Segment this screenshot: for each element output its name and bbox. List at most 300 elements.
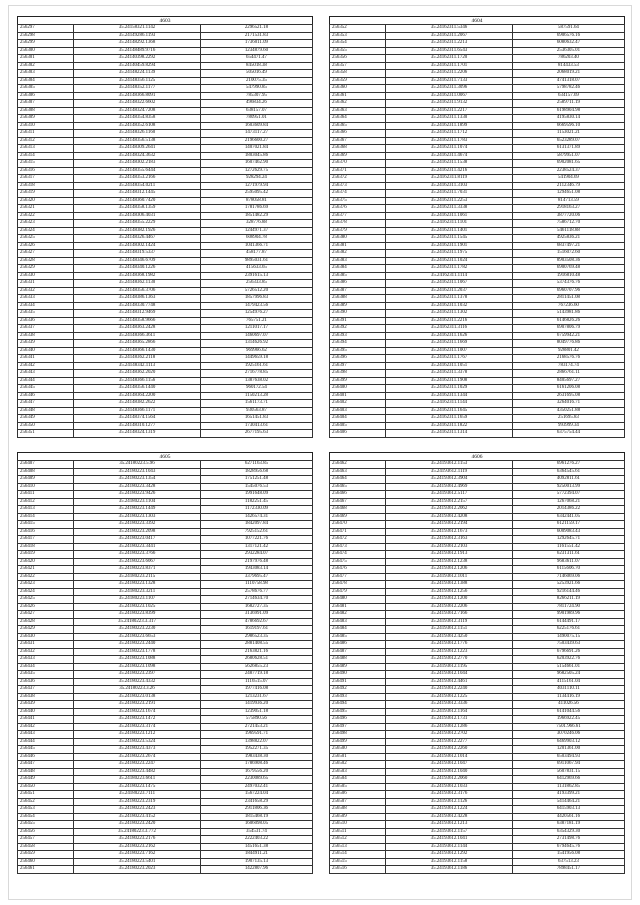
value-cell: 5414464.21 — [512, 798, 624, 806]
table-row — [330, 332, 625, 340]
value-cell: 2731498.76 — [512, 836, 624, 844]
value-cell: 6961276.27 — [512, 461, 624, 469]
value-cell: 6906576.16 — [512, 32, 624, 40]
table-row — [18, 190, 313, 198]
value-cell: 8405697.27 — [512, 377, 624, 385]
coordinate-cell: 35.24162311.1007 — [386, 347, 513, 355]
row-id-cell: 256395 — [330, 347, 386, 355]
row-id-cell: 256353 — [330, 32, 386, 40]
coordinate-cell: 35.24148362.2118 — [74, 355, 201, 363]
row-id-cell: 256455 — [18, 821, 74, 829]
coordinate-cell: 35.24193612.1151 — [386, 626, 513, 634]
row-id-cell: 256474 — [330, 551, 386, 559]
table-row — [330, 77, 625, 85]
row-id-cell: 256441 — [18, 716, 74, 724]
value-cell: 575890.56 — [200, 716, 312, 724]
table-row — [18, 663, 313, 671]
row-id-cell: 256330 — [18, 272, 74, 280]
coordinate-cell: 35.24193612.5117 — [386, 491, 513, 499]
row-id-cell: 256341 — [18, 355, 74, 363]
table-row — [330, 738, 625, 746]
row-id-cell: 256472 — [330, 536, 386, 544]
table-row — [330, 422, 625, 430]
table-row — [330, 220, 625, 228]
value-cell: 1317121.42 — [200, 543, 312, 551]
coordinate-cell: 35.24148324.7208 — [74, 107, 201, 115]
row-id-cell: 256377 — [330, 212, 386, 220]
table-row — [330, 310, 625, 318]
value-cell: 1407021.84 — [200, 145, 312, 153]
table-row — [18, 641, 313, 649]
row-id-cell: 256501 — [330, 753, 386, 761]
coordinate-cell: 35.24180223.1088 — [74, 656, 201, 664]
value-cell: 5154661.01 — [512, 663, 624, 671]
coordinate-cell: 35.24148346.6709 — [74, 257, 201, 265]
coordinate-cell: 35.24193612.1126 — [386, 798, 513, 806]
table-row — [330, 190, 625, 198]
coordinate-cell: 35.24193612.3904 — [386, 476, 513, 484]
value-cell: 1851482.29 — [200, 212, 312, 220]
table-row — [330, 708, 625, 716]
table-row — [330, 798, 625, 806]
table-row — [18, 573, 313, 581]
row-id-cell: 256398 — [330, 370, 386, 378]
row-id-cell: 256445 — [18, 746, 74, 754]
value-cell: 1153021.21 — [512, 130, 624, 138]
row-id-cell: 256381 — [330, 242, 386, 250]
row-id-cell: 256508 — [330, 806, 386, 814]
table-row — [330, 55, 625, 63]
row-id-cell: 256426 — [18, 603, 74, 611]
coordinate-cell: 35.24162311.2067 — [386, 32, 513, 40]
value-cell: 2811451.08 — [512, 295, 624, 303]
row-id-cell: 256412 — [18, 498, 74, 506]
row-id-cell: 256443 — [18, 731, 74, 739]
value-cell: 1977416.08 — [200, 686, 312, 694]
row-id-cell: 256420 — [18, 558, 74, 566]
row-id-cell: 256366 — [330, 130, 386, 138]
coordinate-cell: 35.24148326.4467 — [74, 235, 201, 243]
coordinate-cell: 35.24193612.1223 — [386, 648, 513, 656]
coordinate-cell: 35.24193612.1292 — [386, 851, 513, 859]
value-cell: 4925836.21 — [512, 235, 624, 243]
coordinate-cell: 35.24162311.1074 — [386, 145, 513, 153]
coordinate-cell: 35.24148356.1440 — [74, 385, 201, 393]
value-cell: 634157.69 — [512, 92, 624, 100]
table-row — [18, 866, 313, 874]
row-id-cell: 256509 — [330, 813, 386, 821]
row-id-cell: 256491 — [330, 678, 386, 686]
coordinate-cell: 35.24180223.5401 — [74, 858, 201, 866]
table-row — [18, 175, 313, 183]
value-cell: 2918163.27 — [512, 205, 624, 213]
value-cell: 2163821.16 — [200, 648, 312, 656]
table-row — [18, 528, 313, 536]
row-id-cell: 256417 — [18, 536, 74, 544]
coordinate-cell: 35.24148368.1982 — [74, 272, 201, 280]
table-row — [18, 813, 313, 821]
row-id-cell: 256402 — [330, 400, 386, 408]
value-cell: 1781786.69 — [200, 205, 312, 213]
row-id-cell: 256347 — [18, 400, 74, 408]
coordinate-cell: 35.24193612.1206 — [386, 566, 513, 574]
coordinate-cell: 35.24148302.2183 — [74, 160, 201, 168]
table-row — [18, 491, 313, 499]
coordinate-cell: 35.24193612.2240 — [386, 686, 513, 694]
value-cell: 8903508.36 — [512, 257, 624, 265]
coordinate-cell: 35.24148319.5337 — [74, 250, 201, 258]
value-cell: 814433.53 — [512, 62, 624, 70]
coordinate-cell: 35.24180223.1107 — [74, 596, 201, 604]
coordinate-cell: 35.24180223.1303 — [74, 513, 201, 521]
coordinate-cell: 35.24162311.1645 — [386, 407, 513, 415]
value-cell: 6203922.76 — [512, 656, 624, 664]
row-id-cell: 256512 — [330, 836, 386, 844]
coordinate-cell: 35.24193612.1776 — [386, 641, 513, 649]
table-row — [330, 325, 625, 333]
table-row — [18, 656, 313, 664]
table-row — [330, 678, 625, 686]
value-cell: 4420561.16 — [512, 813, 624, 821]
value-cell: 5798782.46 — [512, 85, 624, 93]
table-row — [330, 783, 625, 791]
value-cell: 1969591.71 — [200, 731, 312, 739]
row-id-cell: 256470 — [330, 521, 386, 529]
table-row — [330, 167, 625, 175]
table-row — [18, 686, 313, 694]
table-row — [18, 506, 313, 514]
row-id-cell: 256369 — [330, 152, 386, 160]
coordinate-cell: 35.24193612.1157 — [386, 828, 513, 836]
coordinate-cell: 35.24148342.1113 — [74, 362, 201, 370]
table-row — [330, 40, 625, 48]
table-row — [18, 671, 313, 679]
block-header: 4603 — [17, 16, 313, 24]
table-row — [18, 385, 313, 393]
row-id-cell: 256352 — [330, 25, 386, 33]
coordinate-cell: 35.24148355.6444 — [74, 167, 201, 175]
table-row — [18, 746, 313, 754]
value-cell: 1267068.21 — [512, 498, 624, 506]
table-row — [18, 753, 313, 761]
value-cell: 1419936.20 — [200, 701, 312, 709]
table-row — [330, 723, 625, 731]
coordinate-cell: 35.24193612.1388 — [386, 581, 513, 589]
table-row — [330, 377, 625, 385]
table-row — [18, 633, 313, 641]
table-row — [330, 47, 625, 55]
coordinate-cell: 35.24180223.2440 — [74, 641, 201, 649]
row-id-cell: 256416 — [18, 528, 74, 536]
row-id-cell: 256391 — [330, 317, 386, 325]
table-row — [330, 536, 625, 544]
row-id-cell: 256386 — [330, 280, 386, 288]
value-cell: 2487719.18 — [200, 671, 312, 679]
coordinate-cell: 35.24162311.1908 — [386, 377, 513, 385]
coordinate-cell: 35.24193612.1144 — [386, 843, 513, 851]
coordinate-cell: 35.24193612.2260 — [386, 746, 513, 754]
coordinate-cell: 35.24162311.0067 — [386, 92, 513, 100]
value-cell: 6198904.98 — [512, 107, 624, 115]
row-id-cell: 256370 — [330, 160, 386, 168]
value-cell: 1651451.83 — [200, 415, 312, 423]
table-row — [18, 332, 313, 340]
row-id-cell: 256327 — [18, 250, 74, 258]
coordinate-cell: 35.24193612.1047 — [386, 761, 513, 769]
value-cell: 505016.49 — [200, 70, 312, 78]
row-id-cell: 256444 — [18, 738, 74, 746]
row-id-cell: 256449 — [18, 776, 74, 784]
coordinate-cell: 35.24193612.1014 — [386, 753, 513, 761]
value-cell: 928294.24 — [200, 175, 312, 183]
value-cell: 6121159.17 — [512, 521, 624, 529]
value-cell: 1131862.85 — [512, 783, 624, 791]
row-id-cell: 256396 — [330, 355, 386, 363]
coordinate-cell: 35.24193612.3119 — [386, 618, 513, 626]
row-id-cell: 256502 — [330, 761, 386, 769]
coordinate-cell: 35.24162311.2253 — [386, 197, 513, 205]
coordinate-cell: 35.24162311.3103 — [386, 182, 513, 190]
row-id-cell: 256428 — [18, 618, 74, 626]
coordinate-cell: 35.24180223.3392 — [74, 521, 201, 529]
table-row — [18, 25, 313, 33]
coordinate-cell: 35.24180223.1328 — [74, 581, 201, 589]
row-id-cell: 256372 — [330, 175, 386, 183]
row-id-cell: 256492 — [330, 686, 386, 694]
row-id-cell: 256338 — [18, 332, 74, 340]
coordinate-cell: 35.24162311.1061 — [386, 212, 513, 220]
coordinate-cell: 35.24148340.1226 — [74, 265, 201, 273]
value-cell: 3264016.71 — [512, 400, 624, 408]
value-cell: 1398822.07 — [200, 738, 312, 746]
value-cell: 767236.60 — [512, 302, 624, 310]
row-id-cell: 256399 — [330, 377, 386, 385]
table-row — [330, 250, 625, 258]
table-row — [330, 92, 625, 100]
table-row — [330, 858, 625, 866]
row-id-cell: 256456 — [18, 828, 74, 836]
row-id-cell: 256337 — [18, 325, 74, 333]
row-id-cell: 256379 — [330, 227, 386, 235]
table-row — [330, 461, 625, 469]
coordinate-cell: 35.24180223.2319 — [74, 798, 201, 806]
value-cell: 1239051.18 — [200, 708, 312, 716]
table-row — [18, 377, 313, 385]
coordinate-cell: 35.24180223.3174 — [74, 723, 201, 731]
value-cell: 1451651.38 — [200, 843, 312, 851]
value-cell: 354531.74 — [200, 828, 312, 836]
table-row — [330, 483, 625, 491]
value-cell: 1561173.71 — [200, 400, 312, 408]
coordinate-cell: 35.24162311.4674 — [386, 152, 513, 160]
table-row — [18, 430, 313, 438]
value-cell: 256333.85 — [200, 280, 312, 288]
row-id-cell: 256429 — [18, 626, 74, 634]
table-row — [18, 220, 313, 228]
table-row — [330, 573, 625, 581]
table-row — [330, 385, 625, 393]
table-row — [330, 115, 625, 123]
table-row — [18, 47, 313, 55]
table-row — [18, 212, 313, 220]
coordinate-cell: 35.24180223.2023 — [74, 866, 201, 874]
coordinate-cell: 35.24148356.3706 — [74, 287, 201, 295]
coordinate-cell: 35.24193612.1195 — [386, 663, 513, 671]
coordinate-cell: 35.24180223.4482 — [74, 768, 201, 776]
table-row — [330, 415, 625, 423]
table-block-4604 — [329, 16, 625, 438]
coordinate-cell: 35.24180223.2420 — [74, 821, 201, 829]
table-row — [330, 340, 625, 348]
value-cell: 1952271.35 — [200, 746, 312, 754]
value-cell: 6161206.08 — [512, 385, 624, 393]
value-cell: 1211017.17 — [200, 325, 312, 333]
row-id-cell: 256507 — [330, 798, 386, 806]
value-cell: 1925161.61 — [200, 362, 312, 370]
row-id-cell: 256388 — [330, 295, 386, 303]
row-id-cell: 256488 — [330, 656, 386, 664]
value-cell: 608904.78 — [200, 235, 312, 243]
coordinate-cell: 35.24180223.7162 — [74, 851, 201, 859]
coordinate-cell: 35.24193612.2194 — [386, 521, 513, 529]
value-cell: 2068019.21 — [512, 70, 624, 78]
value-cell: 637513.23 — [512, 858, 624, 866]
row-id-cell: 256378 — [330, 220, 386, 228]
coordinate-cell: 35.24193612.2702 — [386, 731, 513, 739]
value-cell: 1619197.61 — [200, 626, 312, 634]
coordinate-cell: 35.24148489.9716 — [74, 47, 201, 55]
row-id-cell: 256348 — [18, 407, 74, 415]
table-row — [330, 543, 625, 551]
coordinate-cell: 35.24162311.1302 — [386, 310, 513, 318]
row-id-cell: 256494 — [330, 701, 386, 709]
coordinate-cell: 35.24180223.8371 — [74, 566, 201, 574]
table-row — [330, 265, 625, 273]
coordinate-cell: 35.24180223.1212 — [74, 731, 201, 739]
coordinate-cell: 35.24162311.5346 — [386, 25, 513, 33]
coordinate-cell: 35.24148382.2622 — [74, 400, 201, 408]
table-row — [18, 340, 313, 348]
table-row — [330, 753, 625, 761]
row-id-cell: 256413 — [18, 506, 74, 514]
coordinate-cell: 35.24162311.1783 — [386, 137, 513, 145]
value-cell: 783174.74 — [512, 362, 624, 370]
row-id-cell: 256301 — [18, 55, 74, 63]
table-row — [18, 145, 313, 153]
table-row — [330, 498, 625, 506]
value-cell: 7146069.06 — [512, 573, 624, 581]
table-row — [330, 506, 625, 514]
table-row — [18, 280, 313, 288]
table-row — [18, 32, 313, 40]
table-row — [18, 611, 313, 619]
table-row — [18, 235, 313, 243]
value-cell: 3070246.06 — [512, 731, 624, 739]
table-row — [330, 581, 625, 589]
coordinate-cell: 35.24193612.1044 — [386, 671, 513, 679]
coordinate-cell: 35.24193612.2206 — [386, 603, 513, 611]
row-id-cell: 256334 — [18, 302, 74, 310]
row-id-cell: 256482 — [330, 611, 386, 619]
value-cell: 2171531.83 — [200, 32, 312, 40]
value-cell: 496834.26 — [200, 100, 312, 108]
table-row — [330, 152, 625, 160]
table-row — [330, 633, 625, 641]
row-id-cell: 256365 — [330, 122, 386, 130]
value-cell: 2631695.08 — [512, 392, 624, 400]
coordinate-cell: 35.24162311.1659 — [386, 415, 513, 423]
value-cell: 5772394.07 — [512, 491, 624, 499]
row-id-cell: 256404 — [330, 415, 386, 423]
value-cell: 4115161.04 — [512, 678, 624, 686]
coordinate-cell: 35.24162311.9132 — [386, 100, 513, 108]
table-row — [18, 798, 313, 806]
row-id-cell: 256485 — [330, 633, 386, 641]
value-cell: 1254976.27 — [200, 310, 312, 318]
value-cell: 3877720.06 — [512, 212, 624, 220]
table-row — [330, 603, 625, 611]
row-id-cell: 256380 — [330, 235, 386, 243]
data-table — [329, 460, 625, 874]
coordinate-cell: 35.24180223.4332 — [74, 678, 201, 686]
value-cell: 2714634.70 — [200, 596, 312, 604]
table-row — [18, 415, 313, 423]
coordinate-cell: 35.24148353.2166 — [74, 175, 201, 183]
table-row — [18, 70, 313, 78]
coordinate-cell: 35.24140398.2292 — [74, 55, 201, 63]
value-cell: 2721453.21 — [200, 723, 312, 731]
table-row — [330, 513, 625, 521]
table-row — [330, 686, 625, 694]
coordinate-cell: 35.24162311.1720 — [386, 55, 513, 63]
row-id-cell: 256410 — [18, 483, 74, 491]
value-cell: 1134416.19 — [512, 693, 624, 701]
table-row — [18, 130, 313, 138]
table-row — [18, 92, 313, 100]
table-row — [18, 648, 313, 656]
row-id-cell: 256454 — [18, 813, 74, 821]
value-cell: 786203.40 — [512, 55, 624, 63]
row-id-cell: 256447 — [18, 761, 74, 769]
table-row — [330, 648, 625, 656]
table-row — [330, 347, 625, 355]
table-row — [18, 137, 313, 145]
row-id-cell: 256364 — [330, 115, 386, 123]
row-id-cell: 256467 — [330, 498, 386, 506]
value-cell: 1041366.71 — [200, 242, 312, 250]
table-row — [18, 400, 313, 408]
value-cell: 2341658.29 — [200, 798, 312, 806]
table-row — [330, 107, 625, 115]
row-id-cell: 256422 — [18, 573, 74, 581]
coordinate-cell: 35.24193612.1033 — [386, 783, 513, 791]
row-id-cell: 256503 — [330, 768, 386, 776]
value-cell: 2014386.22 — [512, 506, 624, 514]
coordinate-cell: 35.24162311.1701 — [386, 62, 513, 70]
coordinate-cell: 35.24162311.1378 — [386, 295, 513, 303]
row-id-cell: 256387 — [330, 287, 386, 295]
table-row — [330, 791, 625, 799]
value-cell: 6412969.66 — [512, 776, 624, 784]
value-cell: 6231311.61 — [512, 551, 624, 559]
row-id-cell: 256358 — [330, 70, 386, 78]
row-id-cell: 256495 — [330, 708, 386, 716]
value-cell: 1422807.96 — [200, 866, 312, 874]
block-header: 4606 — [329, 452, 625, 460]
row-id-cell: 256340 — [18, 347, 74, 355]
row-id-cell: 256343 — [18, 370, 74, 378]
value-cell: 7811724.90 — [512, 603, 624, 611]
